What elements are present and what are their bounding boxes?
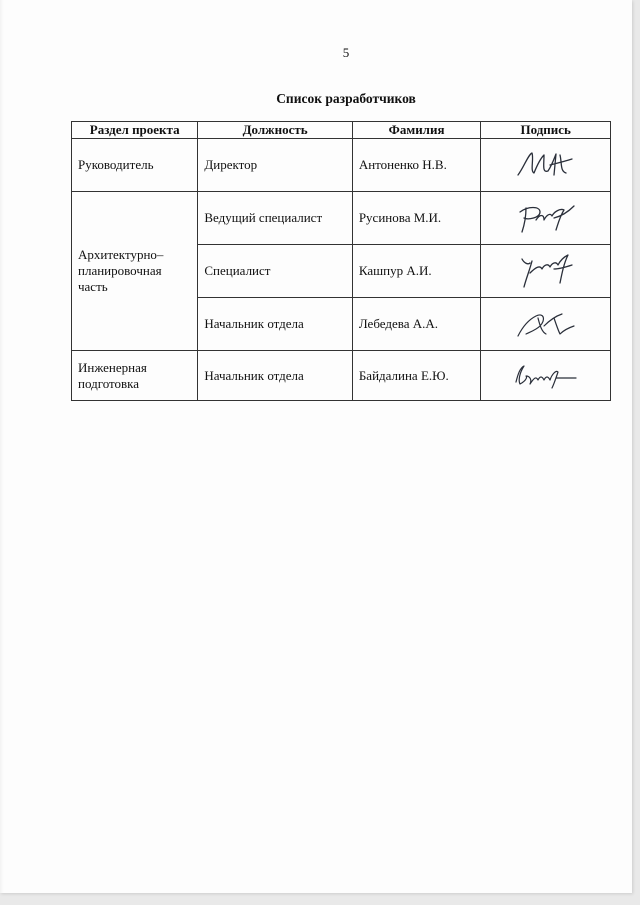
table-header-row [72,122,611,139]
signature-antonenko [510,145,582,185]
cell-position: Ведущий специалист [198,192,352,245]
cell-position: Начальник отдела [198,351,352,401]
signature-baidalina [508,358,584,394]
table-row [72,351,611,401]
cell-signature [481,245,611,298]
header-section: Раздел проекта [72,122,198,139]
cell-name: Лебедева А.А. [352,298,481,351]
signature-kashpur [510,249,582,293]
cell-name: Русинова М.И. [352,192,481,245]
cell-position: Специалист [198,245,352,298]
cell-section: Инженерная подготовка [72,351,198,401]
page-number: 5 [342,45,350,60]
cell-signature [481,298,611,351]
cell-position: Директор [198,139,352,192]
signature-lebedeva [510,304,582,344]
header-name: Фамилия [352,122,481,139]
developers-table [71,121,611,401]
table-row [72,139,611,192]
header-signature: Подпись [481,122,611,139]
table-row [72,192,611,245]
cell-position: Начальник отдела [198,298,352,351]
header-position: Должность [198,122,352,139]
cell-name: Байдалина Е.Ю. [352,351,481,401]
cell-name: Антоненко Н.В. [352,139,481,192]
cell-name: Кашпур А.И. [352,245,481,298]
cell-section: Руководитель [72,139,198,192]
document-title: Список разработчиков [276,91,416,106]
cell-section: Архитектурно–планировочная часть [72,192,198,351]
signature-rusinova [510,198,582,238]
cell-signature [481,139,611,192]
cell-signature [481,192,611,245]
scan-edge-shadow [0,0,4,893]
cell-signature [481,351,611,401]
